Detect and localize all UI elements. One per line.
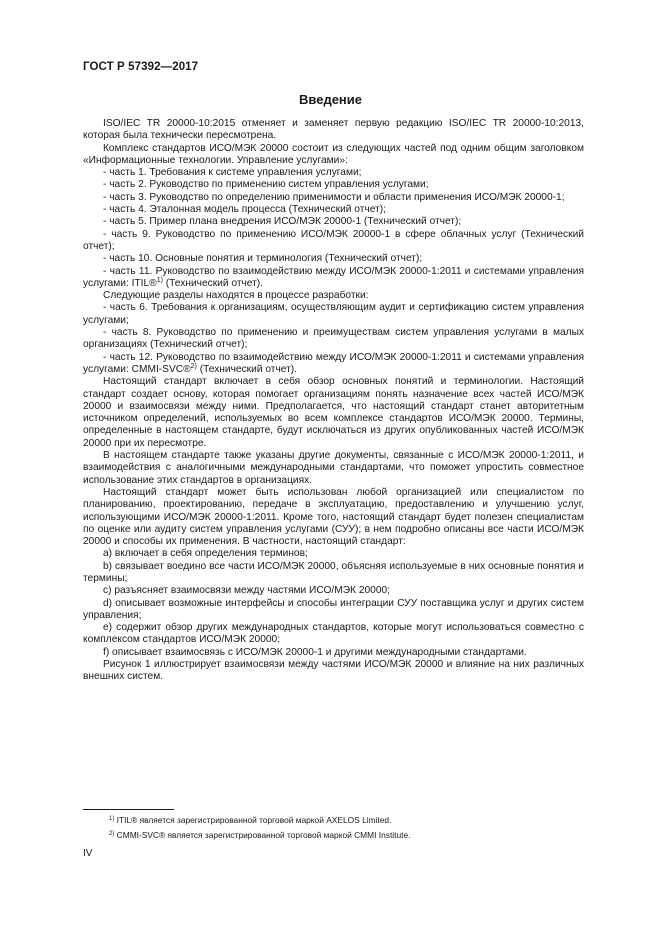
part-12-suffix: (Технический отчет).: [196, 363, 297, 375]
list-item: b) связывает воедино все части ИСО/МЭК 20000, объясняя используемые в них основные понятия и термины;: [83, 560, 584, 584]
list-item: c) разъясняет взаимосвязи между частями ИСО/МЭК 20000;: [103, 585, 390, 597]
list-item: - часть 1. Требования к системе управления услугами;: [103, 167, 362, 179]
part-11-suffix: (Технический отчет).: [162, 277, 264, 289]
list-item: - часть 10. Основные понятия и терминология (Технический отчет);: [103, 253, 423, 265]
list-item: - часть 8. Руководство по применению и преимуществам систем управления услугами в малых организациях (Технический отчет);: [83, 327, 584, 351]
list-item: - часть 6. Требования к организациям, осуществляющим аудит и сертификацию систем управления услугами;: [83, 302, 584, 326]
list-item: d) описывает возможные интерфейсы и способы интеграции СУУ поставщика услуг и других систем управления;: [83, 597, 584, 621]
paragraph: Настоящий стандарт включает в себя обзор основных понятий и терминологии. Настоящий стандарт создает основу, которая помогает организациям понять назначение всех частей ИСО/МЭК 20000 и взаимосвязи между ними. Предполагается, что настоящий стандарт станет авторитетным источником определений, используемых во всем комплексе стандартов ИСО/МЭК 20000. Термины, определенные в настоящем стандарте, будут исключаться из других опубликованных частей ИСО/МЭК 20000 при их пересмотре.: [83, 376, 584, 449]
paragraph: Рисунок 1 иллюстрирует взаимосвязи между частями ИСО/МЭК 20000 и влияние на них различных внешних систем.: [83, 659, 584, 683]
footnote-ref: 2): [190, 362, 197, 370]
list-item: - часть 9. Руководство по применению ИСО/МЭК 20000-1 в сфере облачных услуг (Технический отчет);: [83, 228, 584, 252]
list-item: - часть 3. Руководство по определению применимости и области применения ИСО/МЭК 20000-1;: [103, 191, 565, 203]
paragraph: Комплекс стандартов ИСО/МЭК 20000 состоит из следующих частей под одним общим заголовком «Информационные технологии. Управление услугами»:: [83, 142, 584, 166]
section-title: Введение: [299, 92, 362, 107]
footnote-divider: [83, 809, 174, 810]
list-item: - часть 2. Руководство по применению систем управления услугами;: [103, 179, 429, 191]
footnote-mark: 2): [109, 831, 115, 837]
list-item-part-11: [83, 266, 584, 291]
list-item: f) описывает взаимосвязь с ИСО/МЭК 20000-1 и другими международными стандартами.: [103, 646, 527, 658]
page-number: IV: [83, 848, 93, 859]
paragraph: ISO/IEC TR 20000-10:2015 отменяет и заменяет первую редакцию ISO/IEC TR 20000-10:2013, которая была технически пересмотрена.: [83, 118, 584, 142]
footnote-text: CMMI-SVC® является зарегистрированной торговой маркой CMMI Institute.: [114, 830, 411, 840]
footnotes: [83, 813, 584, 843]
paragraph: Настоящий стандарт может быть использован любой организацией или специалистом по планированию, проектированию, передаче в эксплуатацию, предоставлению и улучшению услуг, использующими ИСО/МЭК 20000-1:2011. Кроме того, настоящий стандарт будет полезен специалистам по оценке или аудиту систем управления услугами (СУУ); в нем подробно описаны все части ИСО/МЭК 20000 и способы их применения. В частности, настоящий стандарт:: [83, 486, 584, 548]
body-text: [83, 118, 584, 684]
part-11-text: - часть 11. Руководство по взаимодействию между ИСО/МЭК 20000-1:2011 и системами управления услугами: ITIL®: [83, 265, 584, 289]
footnote-mark: 1): [109, 816, 115, 822]
paragraph: Следующие разделы находятся в процессе разработки:: [103, 290, 369, 302]
standard-header: ГОСТ Р 57392—2017: [83, 61, 199, 73]
list-item: e) содержит обзор других международных стандартов, которые могут использоваться совместно с комплексом стандартов ИСО/МЭК 20000;: [83, 622, 584, 646]
paragraph: В настоящем стандарте также указаны другие документы, связанные с ИСО/МЭК 20000-1:2011, и взаимодействия с аналогичными международными стандартами, что поможет упростить совместное использование этих стандартов в организациях.: [83, 450, 584, 486]
part-12-text: - часть 12. Руководство по взаимодействию между ИСО/МЭК 20000-1:2011 и системами управления услугами: CMMI-SVC®: [83, 351, 584, 375]
list-item: - часть 5. Пример плана внедрения ИСО/МЭК 20000-1 (Технический отчет);: [103, 216, 462, 228]
list-item: a) включает в себя определения терминов;: [103, 548, 308, 560]
footnote: [83, 828, 584, 843]
list-item-part-12: [83, 352, 584, 377]
footnote: [83, 813, 584, 828]
footnote-text: ITIL® является зарегистрированной торговой маркой AXELOS Limited.: [114, 815, 392, 825]
list-item: - часть 4. Эталонная модель процесса (Технический отчет);: [103, 204, 386, 216]
footnote-ref: 1): [156, 276, 163, 284]
